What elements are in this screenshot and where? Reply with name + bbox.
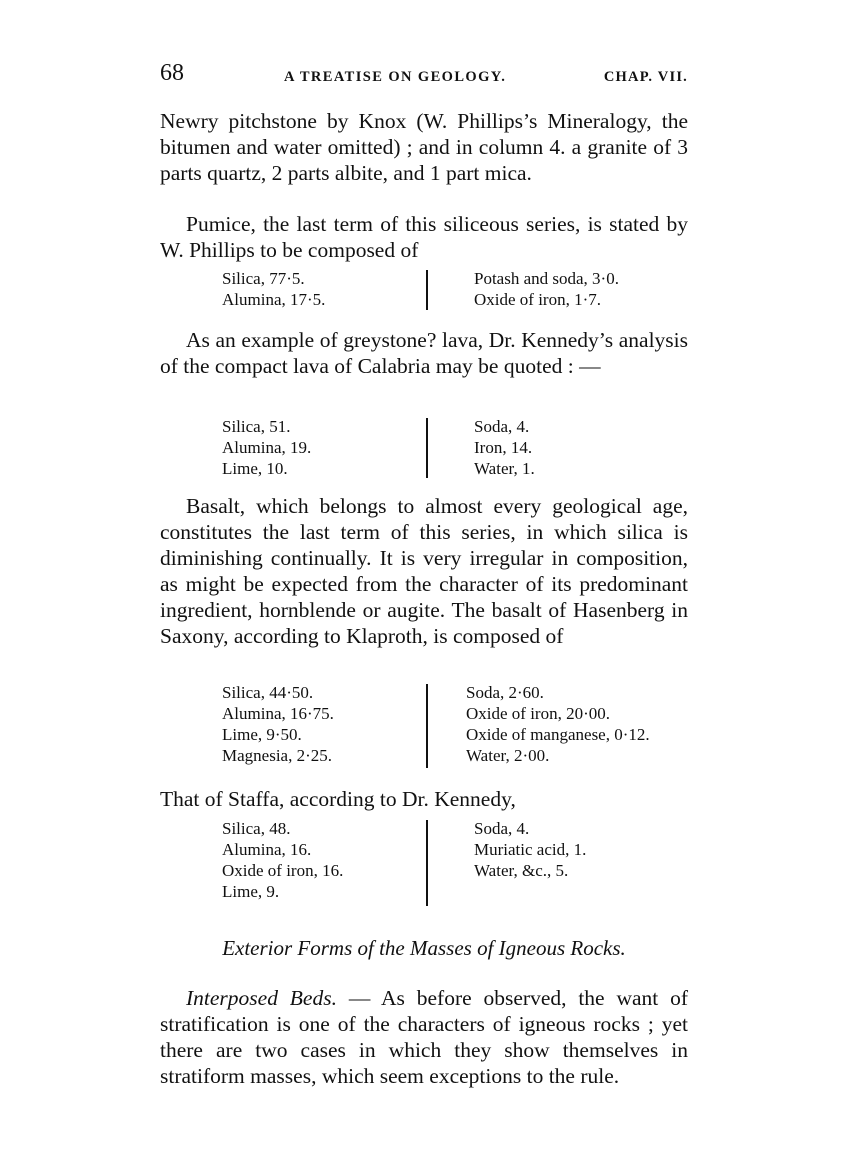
table-hasenberg <box>0 682 850 770</box>
table-cell: Soda, 2·60. <box>466 683 544 702</box>
page-header <box>160 62 688 92</box>
table-calabria-right <box>474 416 535 479</box>
paragraph-staffa: That of Staffa, according to Dr. Kennedy, <box>160 787 516 811</box>
table-cell: Magnesia, 2·25. <box>222 746 333 765</box>
page-number: 68 <box>160 60 184 86</box>
table-staffa-left <box>222 818 343 902</box>
table-pumice-left <box>222 268 325 310</box>
table-cell: Alumina, 19. <box>222 438 312 457</box>
table-pumice <box>0 268 850 312</box>
table-hasenberg-right <box>466 682 650 766</box>
table-staffa-right <box>474 818 586 881</box>
table-cell: Oxide of iron, 20·00. <box>466 704 611 723</box>
paragraph-interposed-beds <box>160 985 688 1089</box>
table-cell: Soda, 4. <box>474 417 530 436</box>
paragraph-pumice: Pumice, the last term of this siliceous series, is stated by W. Phillips to be composed of <box>160 212 688 262</box>
chapter-label: CHAP. VII. <box>603 69 688 85</box>
table-pumice-right <box>474 268 619 310</box>
table-cell: Water, &c., 5. <box>474 861 569 880</box>
running-title: A TREATISE ON GEOLOGY. <box>284 69 507 85</box>
paragraph-basalt: Basalt, which belongs to almost every geological age, constitutes the last term of this series, in which silica is diminishing continually. It is very irregular in composition, as might be expected from the character of its predominant ingredient, hornblende or augite. The basalt of Hasenberg in Saxony, according to Klaproth, is composed of <box>160 494 688 648</box>
table-cell: Iron, 14. <box>474 438 533 457</box>
table-cell: Silica, 51. <box>222 417 291 436</box>
paragraph-calabria: As an example of greystone? lava, Dr. Kennedy’s analysis of the compact lava of Calabria may be quoted : — <box>160 328 688 378</box>
table-cell: Silica, 44·50. <box>222 683 314 702</box>
table-cell: Oxide of manganese, 0·12. <box>466 725 650 744</box>
paragraph-text: — As before observed, the want of stratification is one of the characters of igneous rocks ; yet there are two cases in which they show themselves in stratiform masses, which seem exceptions to the rule. <box>160 986 688 1088</box>
table-cell: Water, 2·00. <box>466 746 550 765</box>
table-cell: Lime, 10. <box>222 459 288 478</box>
table-calabria <box>0 416 850 482</box>
table-cell: Water, 1. <box>474 459 535 478</box>
section-heading: Exterior Forms of the Masses of Igneous Rocks. <box>222 936 626 960</box>
table-cell: Alumina, 17·5. <box>222 290 326 309</box>
table-cell: Potash and soda, 3·0. <box>474 269 619 288</box>
table-cell: Alumina, 16. <box>222 840 312 859</box>
table-calabria-left <box>222 416 311 479</box>
paragraph-newry: Newry pitchstone by Knox (W. Phillips’s Mineralogy, the bitumen and water omitted) ; and in column 4. a granite of 3 parts quartz, 2 parts albite, and 1 part mica. <box>160 109 688 185</box>
column-divider <box>426 418 428 478</box>
column-divider <box>426 820 428 906</box>
paragraph-lead: Interposed Beds. <box>186 986 337 1010</box>
column-divider <box>426 270 428 310</box>
table-cell: Soda, 4. <box>474 819 530 838</box>
table-cell: Oxide of iron, 1·7. <box>474 290 602 309</box>
column-divider <box>426 684 428 768</box>
table-cell: Silica, 77·5. <box>222 269 305 288</box>
table-cell: Alumina, 16·75. <box>222 704 334 723</box>
table-staffa <box>0 818 850 906</box>
table-cell: Silica, 48. <box>222 819 291 838</box>
table-hasenberg-left <box>222 682 334 766</box>
table-cell: Lime, 9·50. <box>222 725 302 744</box>
table-cell: Lime, 9. <box>222 882 280 901</box>
table-cell: Muriatic acid, 1. <box>474 840 587 859</box>
table-cell: Oxide of iron, 16. <box>222 861 344 880</box>
